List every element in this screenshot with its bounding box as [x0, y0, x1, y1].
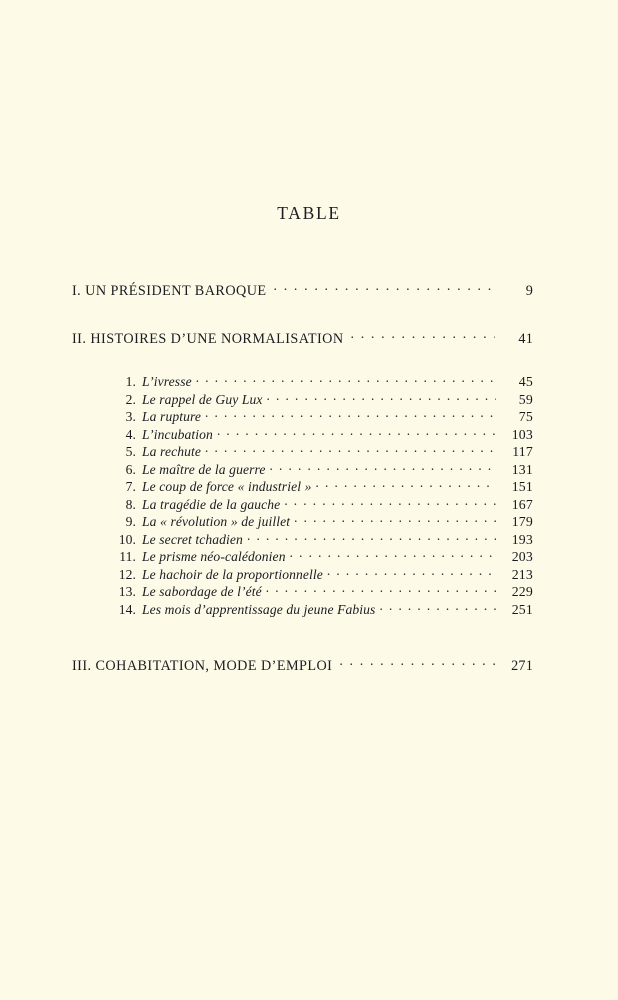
chapter-title: Le prisme néo-calédonien: [142, 549, 286, 564]
chapter-title: La rechute: [142, 444, 202, 459]
dot-leader: [290, 545, 496, 561]
chapter-page-number: 167: [511, 496, 533, 512]
list-item[interactable]: [96, 388, 533, 406]
chapter-title: L’incubation: [142, 426, 213, 442]
list-item[interactable]: [96, 598, 533, 616]
dot-leader: [294, 510, 496, 526]
section-entry-1[interactable]: [72, 281, 533, 300]
dot-leader: [267, 388, 496, 404]
list-item[interactable]: [96, 423, 533, 441]
chapter-number: 10.: [118, 531, 136, 547]
section-entry-2[interactable]: [72, 329, 533, 348]
chapter-page-number: 203: [511, 549, 533, 564]
chapter-number: 8.: [125, 496, 136, 512]
chapter-number: 2.: [125, 391, 136, 407]
list-item[interactable]: [96, 440, 533, 458]
chapter-page-number: 117: [512, 444, 533, 459]
dot-leader: [315, 475, 496, 491]
chapter-page-number: 131: [511, 461, 533, 477]
chapter-number: 1.: [125, 374, 136, 389]
section-label: I. UN PRÉSIDENT BAROQUE: [72, 283, 267, 300]
list-item[interactable]: [96, 493, 533, 511]
section-label: II. HISTOIRES D’UNE NORMALISATION: [72, 331, 344, 348]
dot-leader: [205, 440, 496, 456]
chapter-number: 6.: [125, 461, 136, 477]
chapter-title: Le hachoir de la proportionnelle: [142, 566, 323, 582]
list-item[interactable]: [96, 580, 533, 598]
dot-leader: [217, 423, 496, 439]
chapter-title: La « révolution » de juillet: [142, 514, 291, 529]
chapter-list: [96, 370, 533, 615]
section-page-number: 41: [518, 331, 533, 348]
chapter-number: 13.: [118, 584, 136, 599]
page-title: TABLE: [277, 203, 341, 223]
dot-leader: [379, 598, 496, 614]
dot-leader: [274, 281, 495, 295]
chapter-number: 5.: [125, 444, 136, 459]
dot-leader: [327, 563, 496, 579]
chapter-title: Le coup de force « industriel »: [142, 479, 312, 494]
dot-leader: [247, 528, 496, 544]
dot-leader: [351, 329, 495, 343]
chapter-page-number: 59: [518, 391, 533, 407]
chapter-page-number: 193: [511, 531, 533, 547]
chapter-number: 3.: [125, 409, 136, 424]
chapter-title: La rupture: [142, 409, 202, 424]
dot-leader: [339, 656, 495, 670]
chapter-page-number: 75: [518, 409, 533, 424]
section-page-number: 9: [525, 283, 533, 300]
section-page-number: 271: [511, 658, 533, 675]
chapter-number: 14.: [118, 601, 136, 617]
chapter-number: 12.: [118, 566, 136, 582]
chapter-number: 11.: [119, 549, 136, 564]
chapter-title: Les mois d’apprentissage du jeune Fabius: [142, 601, 376, 617]
chapter-title: Le sabordage de l’été: [142, 584, 262, 599]
dot-leader: [270, 458, 496, 474]
dot-leader: [205, 405, 496, 421]
chapter-title: Le secret tchadien: [142, 531, 243, 547]
list-item[interactable]: [96, 405, 533, 423]
chapter-page-number: 179: [511, 514, 533, 529]
chapter-page-number: 151: [511, 479, 533, 494]
list-item[interactable]: [96, 370, 533, 388]
dot-leader: [284, 493, 496, 509]
chapter-page-number: 45: [518, 374, 533, 389]
list-item[interactable]: [96, 458, 533, 476]
section-entry-3[interactable]: [72, 656, 533, 675]
chapter-number: 7.: [125, 479, 136, 494]
list-item[interactable]: [96, 528, 533, 546]
chapter-page-number: 251: [511, 601, 533, 617]
list-item[interactable]: [96, 545, 533, 563]
chapter-number: 4.: [125, 426, 136, 442]
list-item[interactable]: [96, 510, 533, 528]
dot-leader: [196, 370, 496, 386]
chapter-page-number: 213: [511, 566, 533, 582]
chapter-title: La tragédie de la gauche: [142, 496, 281, 512]
chapter-number: 9.: [125, 514, 136, 529]
chapter-title: Le maître de la guerre: [142, 461, 266, 477]
list-item[interactable]: [96, 475, 533, 493]
chapter-page-number: 229: [511, 584, 533, 599]
chapter-title: Le rappel de Guy Lux: [142, 391, 263, 407]
chapter-title: L’ivresse: [142, 374, 192, 389]
list-item[interactable]: [96, 563, 533, 581]
section-label: III. COHABITATION, MODE D’EMPLOI: [72, 658, 333, 675]
dot-leader: [266, 580, 496, 596]
chapter-page-number: 103: [511, 426, 533, 442]
